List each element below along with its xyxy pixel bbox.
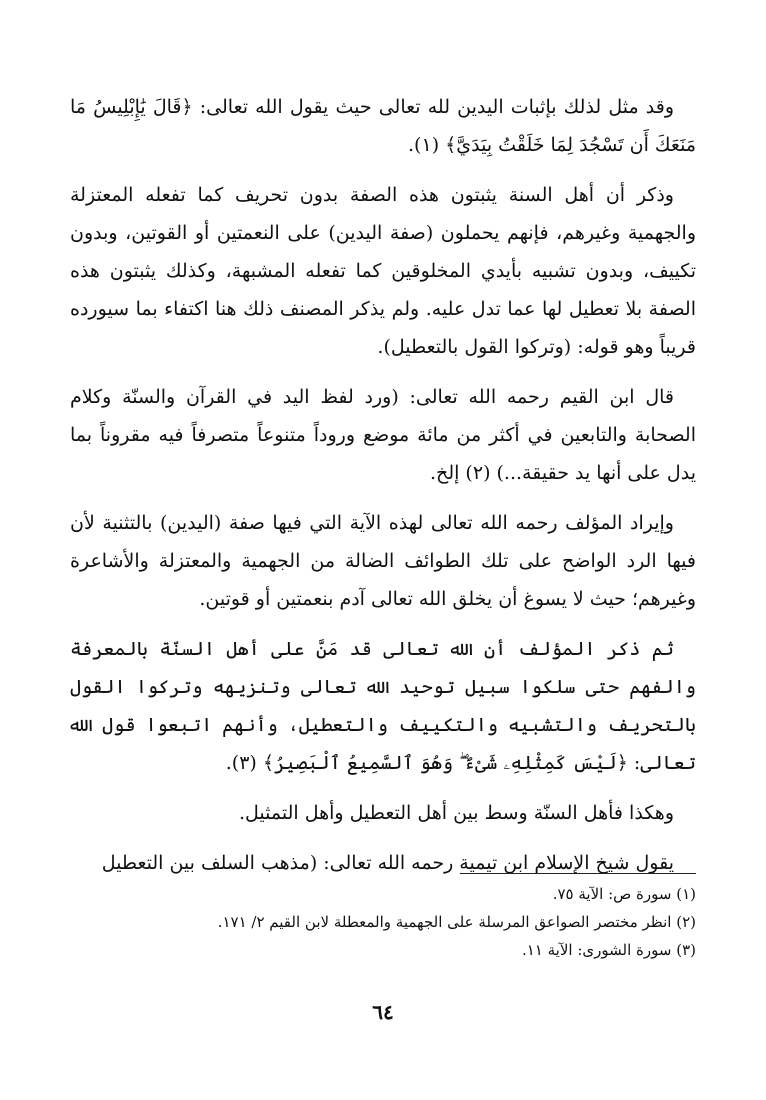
footnotes bbox=[70, 880, 696, 964]
paragraph: وهكذا فأهل السنّة وسط بين أهل التعطيل وأهل التمثيل. bbox=[239, 802, 674, 824]
footnote-divider bbox=[460, 873, 696, 874]
main-text bbox=[70, 88, 696, 894]
footnote: (٣) سورة الشورى: الآية ١١. bbox=[521, 941, 696, 959]
paragraph: ثم ذكر المؤلف أن الله تعالى قد مَنَّ على أهل السنّة بالمعرفة والفهم حتى سلكوا سبيل توحيد الله تعالى وتنزيهه وتركوا القول بالتحريف والتشبيه والتكييف والتعطيل، وأنهم اتبعوا قول الله تعالى: ﴿لَيْسَ كَمِثْلِهِۦ شَىْءٌ ۖ وَهُوَ ٱلسَّمِيعُ ٱلْبَصِيرُ﴾ (٣). bbox=[70, 638, 696, 774]
paragraph: وإيراد المؤلف رحمه الله تعالى لهذه الآية التي فيها صفة (اليدين) بالتثنية لأن فيها الرد الواضح على تلك الطوائف الضالة من الجهمية والمعتزلة والأشاعرة وغيرهم؛ حيث لا يسوغ أن يخلق الله تعالى آدم بنعمتين أو قوتين. bbox=[70, 512, 696, 610]
paragraph: قال ابن القيم رحمه الله تعالى: (ورد لفظ اليد في القرآن والسنّة وكلام الصحابة والتابعين في أكثر من مائة موضع وروداً متنوعاً متصرفاً فيه مقروناً بما يدل على أنها يد حقيقة...) (٢) إلخ. bbox=[70, 386, 696, 484]
paragraph: يقول شيخ الإسلام ابن تيمية رحمه الله تعالى: (مذهب السلف بين التعطيل bbox=[101, 852, 674, 874]
footnote: (١) سورة ص: الآية ٧٥. bbox=[552, 885, 696, 903]
paragraph: وذكر أن أهل السنة يثبتون هذه الصفة بدون تحريف كما تفعله المعتزلة والجهمية وغيرهم، فإنهم يحملون (صفة اليدين) على النعمتين أو القوتين، وبدون تكييف، وبدون تشبيه بأيدي المخلوقين كما تفعله المشبهة، وكذلك يثبتون هذه الصفة بلا تعطيل لها عما تدل عليه. ولم يذكر المصنف ذلك هنا اكتفاء بما سيورده قريباً وهو قوله: (وتركوا القول بالتعطيل). bbox=[70, 184, 696, 358]
footnote: (٢) انظر مختصر الصواعق المرسلة على الجهمية والمعطلة لابن القيم ٢/ ١٧١. bbox=[217, 913, 696, 931]
page-number: ٦٤ bbox=[372, 1000, 394, 1024]
paragraph: وقد مثل لذلك بإثبات اليدين لله تعالى حيث يقول الله تعالى: ﴿قَالَ يَٰإِبْلِيسُ مَا مَنَعَكَ أَن تَسْجُدَ لِمَا خَلَقْتُ بِيَدَيَّ﴾ (١). bbox=[70, 96, 696, 156]
